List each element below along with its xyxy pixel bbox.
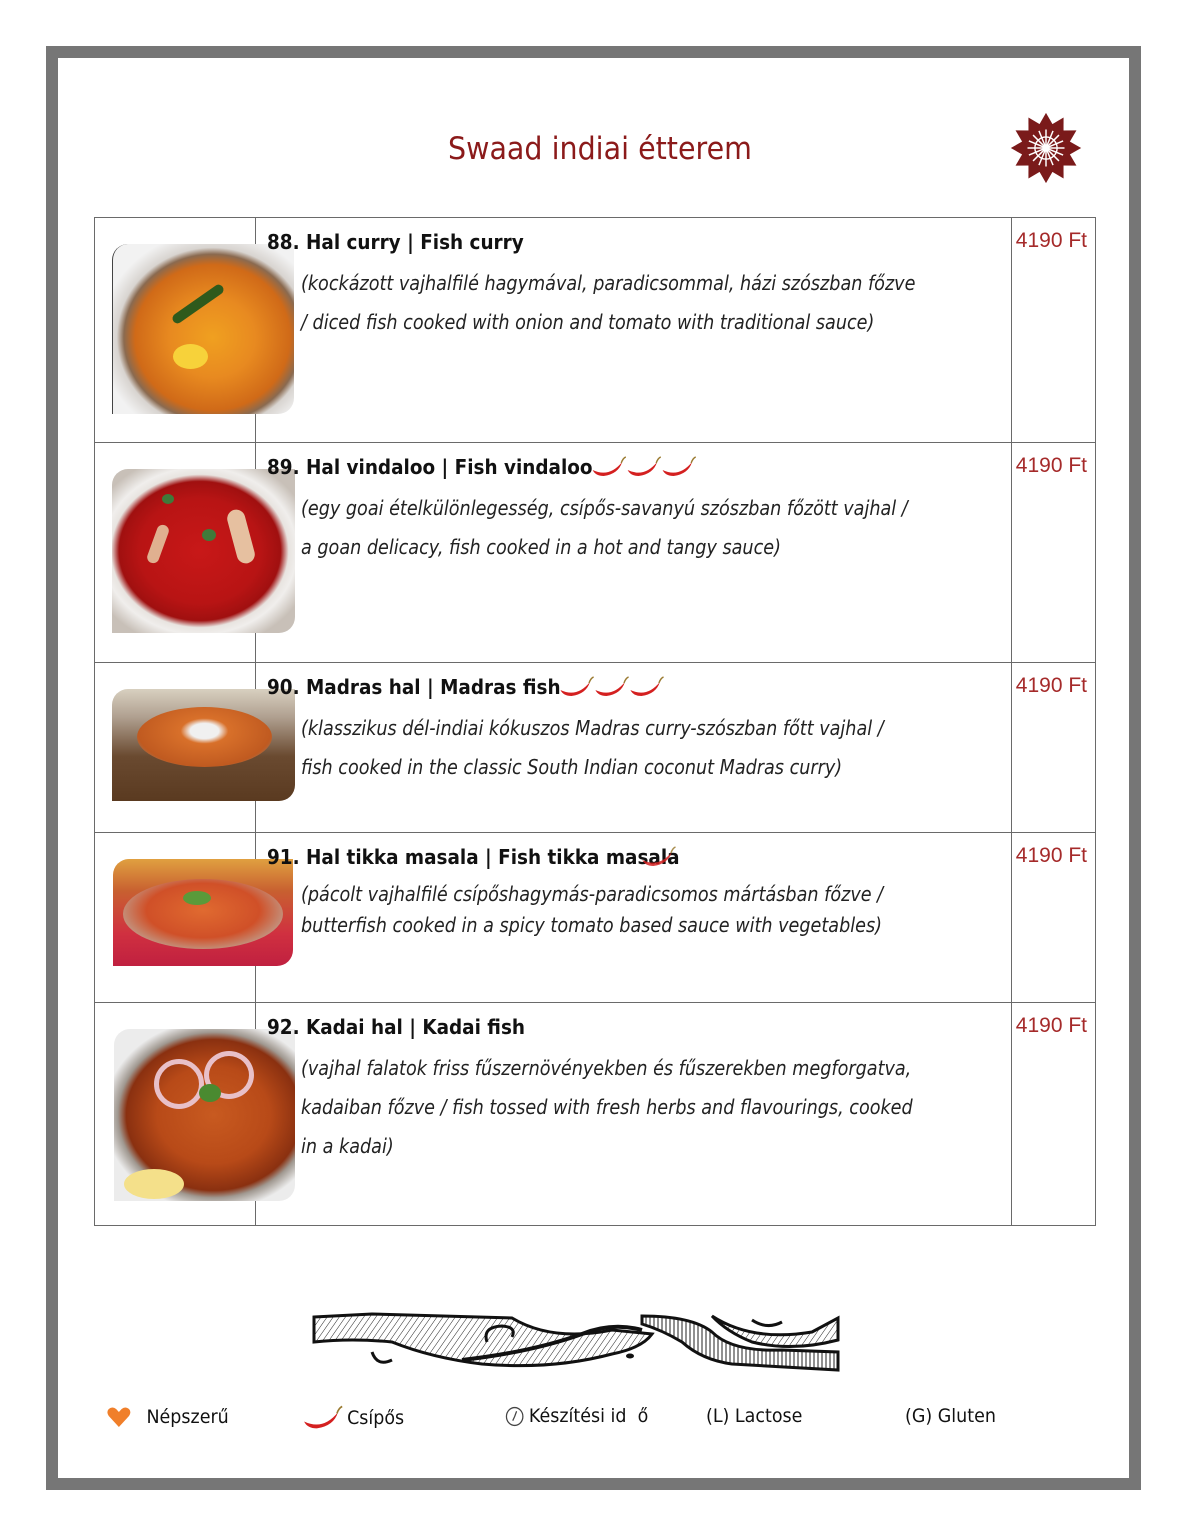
legend-gluten (905, 1405, 996, 1427)
menu-row (95, 833, 1096, 1003)
dish-name (267, 455, 951, 479)
dish-name-text: 89. Hal vindaloo | Fish vindaloo (266, 455, 593, 479)
legend-prep-time-label: Készítési id ő (528, 1405, 649, 1427)
dish-description: (egy goai ételkülönlegesség, csípős-savanyú szószban főzött vajhal / a goan delicacy, fish cooked in a hot and tangy sauce) (300, 496, 908, 559)
chili-icon (660, 456, 697, 478)
legend-spicy-label: Csípős (347, 1407, 405, 1429)
madras-fish-photo (112, 689, 295, 801)
price-cell (1011, 833, 1095, 1003)
description-cell (255, 1003, 1011, 1226)
legend-spicy (302, 1405, 404, 1431)
dish-name: 88. Hal curry | Fish curry (266, 230, 524, 254)
price-cell (1011, 218, 1095, 443)
image-cell (95, 1003, 256, 1226)
chili-icon (593, 676, 630, 698)
heart-icon (106, 1405, 132, 1429)
dish-price: 4190 Ft (1015, 229, 1087, 252)
legend-lactose (706, 1405, 802, 1427)
legend-lactose-label: (L) Lactose (706, 1405, 803, 1427)
tribal-ornament-divider (312, 1312, 840, 1374)
chili-icon (559, 676, 596, 698)
description-cell (255, 833, 1011, 1003)
menu-row (95, 218, 1096, 443)
image-cell (95, 443, 256, 663)
price-cell (1011, 663, 1095, 833)
menu-row (95, 1003, 1096, 1226)
menu-row (95, 663, 1096, 833)
description-cell (255, 663, 1011, 833)
restaurant-title: Swaad indiai étterem (448, 131, 752, 167)
legend-gluten-label: (G) Gluten (905, 1405, 996, 1427)
mandala-icon (1009, 111, 1083, 185)
dish-description: (klasszikus dél-indiai kókuszos Madras curry-szószban főtt vajhal / fish cooked in the classic South Indian coconut Madras curry) (300, 716, 884, 779)
image-cell (95, 218, 256, 443)
fish-vindaloo-photo (112, 469, 295, 633)
dish-price: 4190 Ft (1015, 844, 1087, 867)
chili-icon (628, 676, 665, 698)
chili-icon (625, 456, 662, 478)
legend-popular-label: Népszerű (146, 1406, 229, 1428)
dish-price: 4190 Ft (1015, 454, 1087, 477)
menu-table (94, 217, 1096, 1226)
dish-price: 4190 Ft (1015, 674, 1087, 697)
image-cell (95, 833, 256, 1003)
dish-description: (vajhal falatok friss fűszernövényekben és fűszerekben megforgatva, kadaiban főzve / fish tossed with fresh herbs and flavourings, cooked in a kadai) (300, 1056, 913, 1158)
price-cell (1011, 443, 1095, 663)
description-cell (255, 443, 1011, 663)
image-cell (95, 663, 256, 833)
dish-description: (kockázott vajhalfilé hagymával, paradicsommal, házi szószban főzve / diced fish cooked with onion and tomato with traditional sauce) (300, 271, 916, 334)
clock-icon (505, 1406, 524, 1427)
dish-price: 4190 Ft (1015, 1014, 1087, 1037)
dish-name (267, 845, 951, 869)
kadai-fish-photo (114, 1029, 295, 1201)
dish-name: 92. Kadai hal | Kadai fish (266, 1015, 525, 1039)
legend-popular (106, 1405, 229, 1429)
dish-description: (pácolt vajhalfilé csípőshagymás-paradicsomos mártásban főzve / butterfish cooked in a spicy tomato based sauce with vegetables) (300, 882, 883, 937)
dish-name (267, 675, 951, 699)
menu-row (95, 443, 1096, 663)
dish-name-text: 90. Madras hal | Madras fish (266, 675, 561, 699)
chili-icon (591, 456, 628, 478)
price-cell (1011, 1003, 1095, 1226)
fish-curry-photo (112, 244, 294, 414)
chili-icon (641, 846, 678, 868)
chili-icon (302, 1405, 344, 1431)
description-cell (255, 218, 1011, 443)
dish-name-text: 91. Hal tikka masala | Fish tikka masala (266, 845, 680, 869)
legend-prep-time (505, 1405, 648, 1427)
fish-tikka-masala-photo (113, 859, 293, 966)
